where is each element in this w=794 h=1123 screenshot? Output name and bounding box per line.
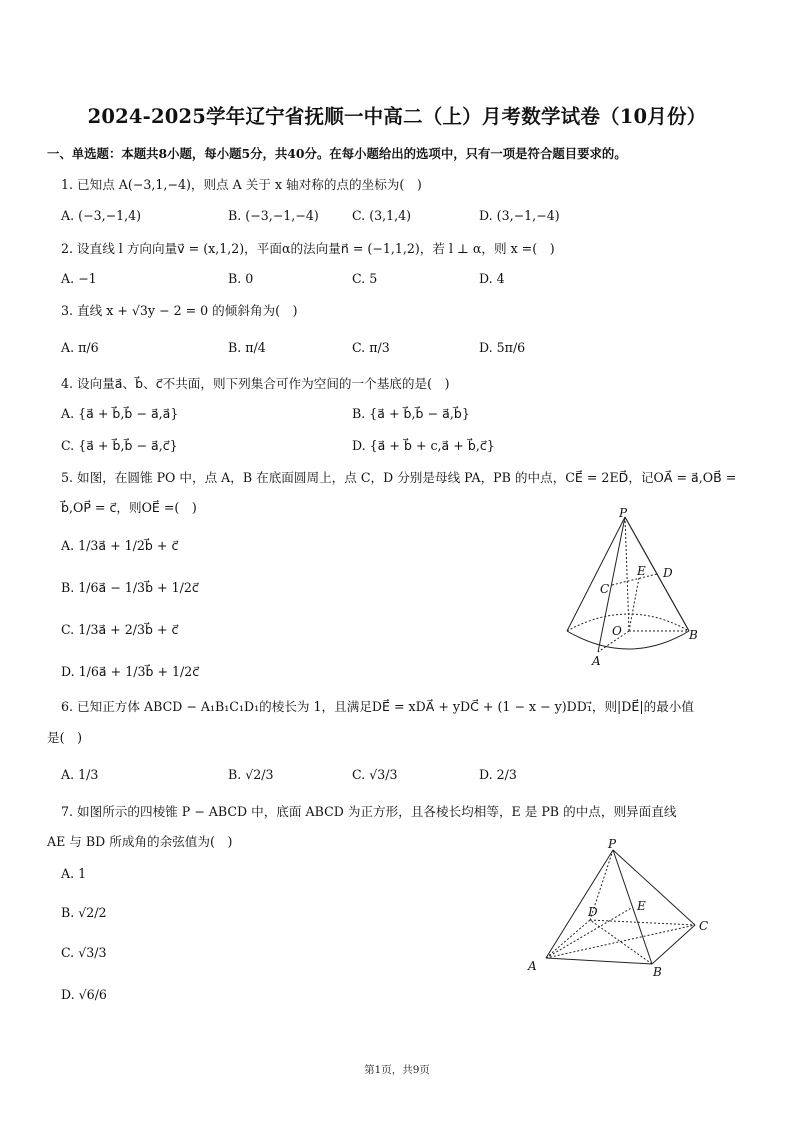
question-3-stem: 3. 直线 x + √3y − 2 = 0 的倾斜角为( ) [61,303,298,318]
q1-option-c: C. (3,1,4) [352,208,412,223]
q3-option-c: C. π/3 [352,340,390,355]
edge-ad [546,920,590,958]
label-p2: P [608,838,617,851]
line-bd [590,920,652,964]
label-o: O [612,624,622,638]
label-c2: C [699,919,709,933]
q2-option-d: D. 4 [479,271,505,286]
pyramid-figure [525,838,720,983]
page-footer: 第1页，共9页 [364,1064,430,1076]
page-title: 2024-2025学年辽宁省抚顺一中高二（上）月考数学试卷（10月份） [87,105,707,128]
cone-base-front [567,631,689,649]
q5-option-a: A. 1/3a⃗ + 1/2b⃗ + c⃗ [61,538,179,553]
edge-ab [546,958,652,964]
q2-option-a: A. −1 [61,271,97,286]
question-5-stem-line1: 5. 如图，在圆锥 PO 中，点 A，B 在底面圆周上，点 C，D 分别是母线 PA，PB 的中点，CE⃗ = 2ED⃗，记OA⃗ = a⃗,OB⃗ = [61,470,737,485]
q6-option-a: A. 1/3 [61,767,99,782]
line-ac [546,925,695,958]
question-5-stem-line2: b⃗,OP⃗ = c⃗，则OE⃗ =( ) [61,500,197,515]
q7-option-d: D. √6/6 [61,987,107,1002]
question-4-stem: 4. 设向量a⃗、b⃗、c⃗不共面，则下列集合可作为空间的一个基底的是( ) [61,376,450,391]
q4-option-d: D. {a⃗ + b⃗ + c,a⃗ + b⃗,c⃗} [352,438,495,453]
question-7-stem-line1: 7. 如图所示的四棱锥 P − ABCD 中，底面 ABCD 为正方形，且各棱长均相等，E 是 PB 的中点，则异面直线 [61,804,677,819]
cone-left-generatrix [567,517,625,631]
q2-option-b: B. 0 [228,271,254,286]
label-c: C [600,582,610,596]
question-6-stem-line2: 是( ) [47,730,83,745]
label-d: D [663,566,673,580]
q3-option-d: D. 5π/6 [479,340,526,355]
label-e: E [637,564,646,578]
question-6-stem-line1: 6. 已知正方体 ABCD − A₁B₁C₁D₁的棱长为 1，且满足DE⃗ = xDA⃗ + yDC⃗ + (1 − x − y)DD₁⃗，则|DE⃗|的最小值 [61,699,694,714]
label-d2: D [588,905,598,919]
cone-figure [555,505,715,670]
q6-option-c: C. √3/3 [352,767,398,782]
q3-option-b: B. π/4 [228,340,266,355]
edge-bc [652,925,695,964]
q6-option-b: B. √2/3 [228,767,274,782]
q5-option-c: C. 1/3a⃗ + 2/3b⃗ + c⃗ [61,622,179,637]
q7-option-c: C. √3/3 [61,945,107,960]
q3-option-a: A. π/6 [61,340,99,355]
q1-option-d: D. (3,−1,−4) [479,208,560,223]
label-b: B [689,628,698,642]
line-cd [612,574,657,585]
question-2-stem: 2. 设直线 l 方向向量v⃗ = (x,1,2)，平面α的法向量n⃗ = (−1,1,2)，若 l ⊥ α，则 x =( ) [61,241,555,256]
label-b2: B [653,965,662,979]
q7-option-b: B. √2/2 [61,905,107,920]
q4-option-a: A. {a⃗ + b⃗,b⃗ − a⃗,a⃗} [61,406,179,421]
q4-option-c: C. {a⃗ + b⃗,b⃗ − a⃗,c⃗} [61,438,178,453]
q6-option-d: D. 2/3 [479,767,517,782]
label-a: A [592,654,601,668]
q1-option-a: A. (−3,−1,4) [61,208,142,223]
line-pb [625,517,689,631]
q5-option-d: D. 1/6a⃗ + 1/3b⃗ + 1/2c⃗ [61,664,200,679]
q2-option-c: C. 5 [352,271,378,286]
edge-pc [613,850,695,925]
cone-base-back [567,614,689,631]
edge-pa [546,850,613,958]
question-1-stem: 1. 已知点 A(−3,1,−4)，则点 A 关于 x 轴对称的点的坐标为( ) [61,177,422,192]
label-e2: E [637,899,646,913]
label-p: P [619,506,628,520]
label-a2: A [528,959,537,973]
q1-option-b: B. (−3,−1,−4) [228,208,319,223]
q7-option-a: A. 1 [61,866,87,881]
line-oe [629,578,639,631]
section-heading: 一、单选题：本题共8小题，每小题5分，共40分。在每小题给出的选项中，只有一项是符合题目要求的。 [47,146,627,161]
question-7-stem-line2: AE 与 BD 所成角的余弦值为( ) [47,834,233,849]
q5-option-b: B. 1/6a⃗ − 1/3b⃗ + 1/2c⃗ [61,580,199,595]
q4-option-b: B. {a⃗ + b⃗,b⃗ − a⃗,b⃗} [352,406,470,421]
